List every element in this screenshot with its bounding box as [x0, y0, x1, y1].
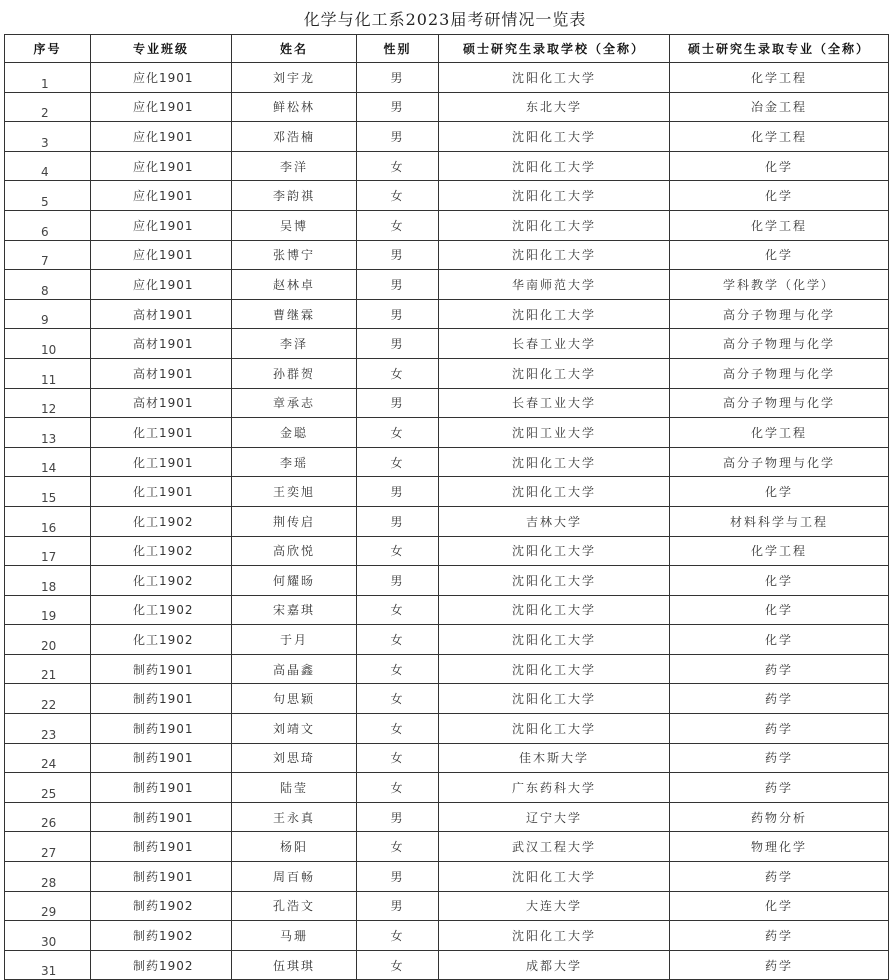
- table-row: [5, 506, 889, 536]
- table-row: [5, 802, 889, 832]
- row-index: 19: [5, 595, 91, 625]
- row-gender: 女: [357, 654, 439, 684]
- row-class: 制药1902: [91, 891, 232, 921]
- row-school: 沈阳化工大学: [439, 358, 670, 388]
- row-index: 25: [5, 773, 91, 803]
- table-row: [5, 595, 889, 625]
- row-major: 药学: [670, 921, 889, 951]
- table-row: [5, 743, 889, 773]
- table-title: 化学与化工系2023届考研情况一览表: [303, 10, 587, 29]
- row-index: 9: [5, 299, 91, 329]
- row-school: 沈阳化工大学: [439, 477, 670, 507]
- row-major: 冶金工程: [670, 92, 889, 122]
- table-row: [5, 891, 889, 921]
- row-major: 化学: [670, 595, 889, 625]
- row-index: 27: [5, 832, 91, 862]
- row-index: 20: [5, 625, 91, 655]
- table-row: [5, 388, 889, 418]
- row-major: 化学工程: [670, 210, 889, 240]
- row-name: 杨阳: [232, 832, 357, 862]
- table-row: [5, 832, 889, 862]
- row-class: 制药1901: [91, 684, 232, 714]
- row-gender: 女: [357, 714, 439, 744]
- table-row: [5, 921, 889, 951]
- row-major: 化学: [670, 151, 889, 181]
- row-name: 句思颖: [232, 684, 357, 714]
- row-major: 药学: [670, 684, 889, 714]
- row-class: 制药1901: [91, 714, 232, 744]
- row-name: 高晶鑫: [232, 654, 357, 684]
- header-school: 硕士研究生录取学校（全称）: [439, 35, 670, 63]
- row-major: 化学工程: [670, 418, 889, 448]
- row-school: 沈阳化工大学: [439, 63, 670, 93]
- table-row: [5, 862, 889, 892]
- row-index: 28: [5, 862, 91, 892]
- row-class: 应化1901: [91, 270, 232, 300]
- row-class: 化工1902: [91, 595, 232, 625]
- row-school: 佳木斯大学: [439, 743, 670, 773]
- row-class: 化工1902: [91, 506, 232, 536]
- table-row: [5, 63, 889, 93]
- row-index: 21: [5, 654, 91, 684]
- row-gender: 男: [357, 63, 439, 93]
- row-class: 高材1901: [91, 299, 232, 329]
- row-major: 高分子物理与化学: [670, 299, 889, 329]
- row-class: 高材1901: [91, 358, 232, 388]
- row-school: 沈阳化工大学: [439, 299, 670, 329]
- row-class: 制药1902: [91, 950, 232, 980]
- row-major: 化学: [670, 566, 889, 596]
- row-index: 14: [5, 447, 91, 477]
- row-school: 吉林大学: [439, 506, 670, 536]
- row-school: 沈阳化工大学: [439, 122, 670, 152]
- row-major: 药学: [670, 743, 889, 773]
- table-row: [5, 625, 889, 655]
- row-index: 30: [5, 921, 91, 951]
- row-gender: 女: [357, 595, 439, 625]
- table-row: [5, 536, 889, 566]
- table-row: [5, 654, 889, 684]
- row-gender: 男: [357, 388, 439, 418]
- row-gender: 男: [357, 270, 439, 300]
- row-class: 化工1901: [91, 418, 232, 448]
- row-gender: 女: [357, 151, 439, 181]
- row-school: 长春工业大学: [439, 388, 670, 418]
- row-name: 陆莹: [232, 773, 357, 803]
- row-major: 高分子物理与化学: [670, 447, 889, 477]
- row-class: 应化1901: [91, 92, 232, 122]
- row-index: 31: [5, 950, 91, 980]
- row-school: 沈阳化工大学: [439, 595, 670, 625]
- header-name: 姓名: [232, 35, 357, 63]
- row-name: 伍琪琪: [232, 950, 357, 980]
- row-gender: 女: [357, 358, 439, 388]
- row-major: 药学: [670, 654, 889, 684]
- table-row: [5, 92, 889, 122]
- row-name: 邓浩楠: [232, 122, 357, 152]
- row-class: 化工1901: [91, 447, 232, 477]
- row-index: 1: [5, 63, 91, 93]
- row-class: 制药1901: [91, 802, 232, 832]
- row-major: 药学: [670, 950, 889, 980]
- table-body: [5, 63, 889, 980]
- row-major: 高分子物理与化学: [670, 358, 889, 388]
- row-gender: 女: [357, 418, 439, 448]
- row-gender: 男: [357, 891, 439, 921]
- row-name: 周百畅: [232, 862, 357, 892]
- row-major: 化学: [670, 477, 889, 507]
- row-gender: 女: [357, 832, 439, 862]
- row-gender: 女: [357, 921, 439, 951]
- row-name: 刘靖文: [232, 714, 357, 744]
- row-gender: 男: [357, 477, 439, 507]
- row-class: 化工1902: [91, 625, 232, 655]
- row-gender: 女: [357, 181, 439, 211]
- row-index: 2: [5, 92, 91, 122]
- row-index: 16: [5, 506, 91, 536]
- table-row: [5, 151, 889, 181]
- row-gender: 男: [357, 506, 439, 536]
- row-name: 孔浩文: [232, 891, 357, 921]
- row-class: 制药1901: [91, 743, 232, 773]
- row-gender: 男: [357, 299, 439, 329]
- table-row: [5, 447, 889, 477]
- row-name: 刘思琦: [232, 743, 357, 773]
- row-major: 化学工程: [670, 536, 889, 566]
- row-name: 鲜松林: [232, 92, 357, 122]
- row-school: 沈阳化工大学: [439, 181, 670, 211]
- row-class: 制药1901: [91, 654, 232, 684]
- row-class: 高材1901: [91, 329, 232, 359]
- row-class: 化工1902: [91, 536, 232, 566]
- row-school: 沈阳化工大学: [439, 654, 670, 684]
- row-gender: 男: [357, 92, 439, 122]
- row-school: 长春工业大学: [439, 329, 670, 359]
- row-major: 药学: [670, 862, 889, 892]
- row-school: 广东药科大学: [439, 773, 670, 803]
- table-row: [5, 773, 889, 803]
- row-class: 制药1901: [91, 773, 232, 803]
- row-gender: 女: [357, 536, 439, 566]
- header-class: 专业班级: [91, 35, 232, 63]
- admission-table: [4, 34, 889, 980]
- row-school: 东北大学: [439, 92, 670, 122]
- row-name: 李韵祺: [232, 181, 357, 211]
- row-class: 应化1901: [91, 181, 232, 211]
- row-name: 王永真: [232, 802, 357, 832]
- row-major: 高分子物理与化学: [670, 388, 889, 418]
- header-index: 序号: [5, 35, 91, 63]
- row-index: 11: [5, 358, 91, 388]
- row-index: 26: [5, 802, 91, 832]
- row-name: 高欣悦: [232, 536, 357, 566]
- row-school: 沈阳化工大学: [439, 447, 670, 477]
- row-school: 沈阳化工大学: [439, 536, 670, 566]
- row-name: 宋嘉琪: [232, 595, 357, 625]
- row-major: 高分子物理与化学: [670, 329, 889, 359]
- row-index: 17: [5, 536, 91, 566]
- row-class: 应化1901: [91, 210, 232, 240]
- row-name: 曹继霖: [232, 299, 357, 329]
- row-gender: 女: [357, 210, 439, 240]
- table-row: [5, 714, 889, 744]
- row-index: 7: [5, 240, 91, 270]
- row-gender: 女: [357, 743, 439, 773]
- row-school: 成都大学: [439, 950, 670, 980]
- row-name: 刘宇龙: [232, 63, 357, 93]
- row-index: 22: [5, 684, 91, 714]
- row-name: 张博宁: [232, 240, 357, 270]
- row-school: 沈阳工业大学: [439, 418, 670, 448]
- row-school: 辽宁大学: [439, 802, 670, 832]
- header-major: 硕士研究生录取专业（全称）: [670, 35, 889, 63]
- row-name: 李泽: [232, 329, 357, 359]
- row-index: 4: [5, 151, 91, 181]
- row-name: 于月: [232, 625, 357, 655]
- table-row: [5, 181, 889, 211]
- row-major: 化学工程: [670, 122, 889, 152]
- row-gender: 男: [357, 122, 439, 152]
- table-row: [5, 418, 889, 448]
- row-gender: 男: [357, 862, 439, 892]
- row-gender: 男: [357, 240, 439, 270]
- row-name: 赵林卓: [232, 270, 357, 300]
- row-major: 材料科学与工程: [670, 506, 889, 536]
- row-school: 沈阳化工大学: [439, 862, 670, 892]
- row-index: 5: [5, 181, 91, 211]
- row-major: 药学: [670, 773, 889, 803]
- table-row: [5, 329, 889, 359]
- row-major: 化学: [670, 891, 889, 921]
- row-school: 沈阳化工大学: [439, 921, 670, 951]
- row-class: 应化1901: [91, 63, 232, 93]
- row-name: 李洋: [232, 151, 357, 181]
- row-name: 金聪: [232, 418, 357, 448]
- header-row: [5, 35, 889, 63]
- row-class: 化工1902: [91, 566, 232, 596]
- row-school: 大连大学: [439, 891, 670, 921]
- row-name: 章承志: [232, 388, 357, 418]
- row-school: 沈阳化工大学: [439, 625, 670, 655]
- table-row: [5, 210, 889, 240]
- row-class: 应化1901: [91, 240, 232, 270]
- row-school: 沈阳化工大学: [439, 151, 670, 181]
- row-gender: 女: [357, 625, 439, 655]
- row-gender: 女: [357, 447, 439, 477]
- row-school: 华南师范大学: [439, 270, 670, 300]
- row-class: 制药1902: [91, 921, 232, 951]
- row-gender: 女: [357, 950, 439, 980]
- table-row: [5, 477, 889, 507]
- row-name: 马珊: [232, 921, 357, 951]
- row-gender: 男: [357, 329, 439, 359]
- row-school: 武汉工程大学: [439, 832, 670, 862]
- table-row: [5, 358, 889, 388]
- table-row: [5, 950, 889, 980]
- row-major: 物理化学: [670, 832, 889, 862]
- row-name: 李瑶: [232, 447, 357, 477]
- row-school: 沈阳化工大学: [439, 566, 670, 596]
- row-index: 13: [5, 418, 91, 448]
- row-class: 制药1901: [91, 832, 232, 862]
- row-class: 高材1901: [91, 388, 232, 418]
- row-index: 6: [5, 210, 91, 240]
- row-class: 应化1901: [91, 151, 232, 181]
- row-school: 沈阳化工大学: [439, 240, 670, 270]
- table-row: [5, 122, 889, 152]
- row-name: 孙群贺: [232, 358, 357, 388]
- row-index: 8: [5, 270, 91, 300]
- table-row: [5, 299, 889, 329]
- row-name: 荆传启: [232, 506, 357, 536]
- row-class: 应化1901: [91, 122, 232, 152]
- row-index: 10: [5, 329, 91, 359]
- row-index: 18: [5, 566, 91, 596]
- table-row: [5, 270, 889, 300]
- row-class: 化工1901: [91, 477, 232, 507]
- row-class: 制药1901: [91, 862, 232, 892]
- row-index: 29: [5, 891, 91, 921]
- row-major: 化学: [670, 240, 889, 270]
- row-major: 学科教学（化学）: [670, 270, 889, 300]
- row-school: 沈阳化工大学: [439, 714, 670, 744]
- row-gender: 女: [357, 684, 439, 714]
- row-gender: 女: [357, 773, 439, 803]
- row-index: 12: [5, 388, 91, 418]
- row-major: 药物分析: [670, 802, 889, 832]
- row-index: 15: [5, 477, 91, 507]
- row-index: 23: [5, 714, 91, 744]
- row-major: 化学: [670, 625, 889, 655]
- table-row: [5, 684, 889, 714]
- row-gender: 男: [357, 566, 439, 596]
- row-name: 吴博: [232, 210, 357, 240]
- row-name: 王奕旭: [232, 477, 357, 507]
- table-row: [5, 566, 889, 596]
- row-school: 沈阳化工大学: [439, 210, 670, 240]
- row-index: 3: [5, 122, 91, 152]
- row-index: 24: [5, 743, 91, 773]
- row-name: 何耀旸: [232, 566, 357, 596]
- row-major: 化学: [670, 181, 889, 211]
- table-row: [5, 240, 889, 270]
- row-major: 药学: [670, 714, 889, 744]
- header-gender: 性别: [357, 35, 439, 63]
- row-gender: 男: [357, 802, 439, 832]
- row-major: 化学工程: [670, 63, 889, 93]
- row-school: 沈阳化工大学: [439, 684, 670, 714]
